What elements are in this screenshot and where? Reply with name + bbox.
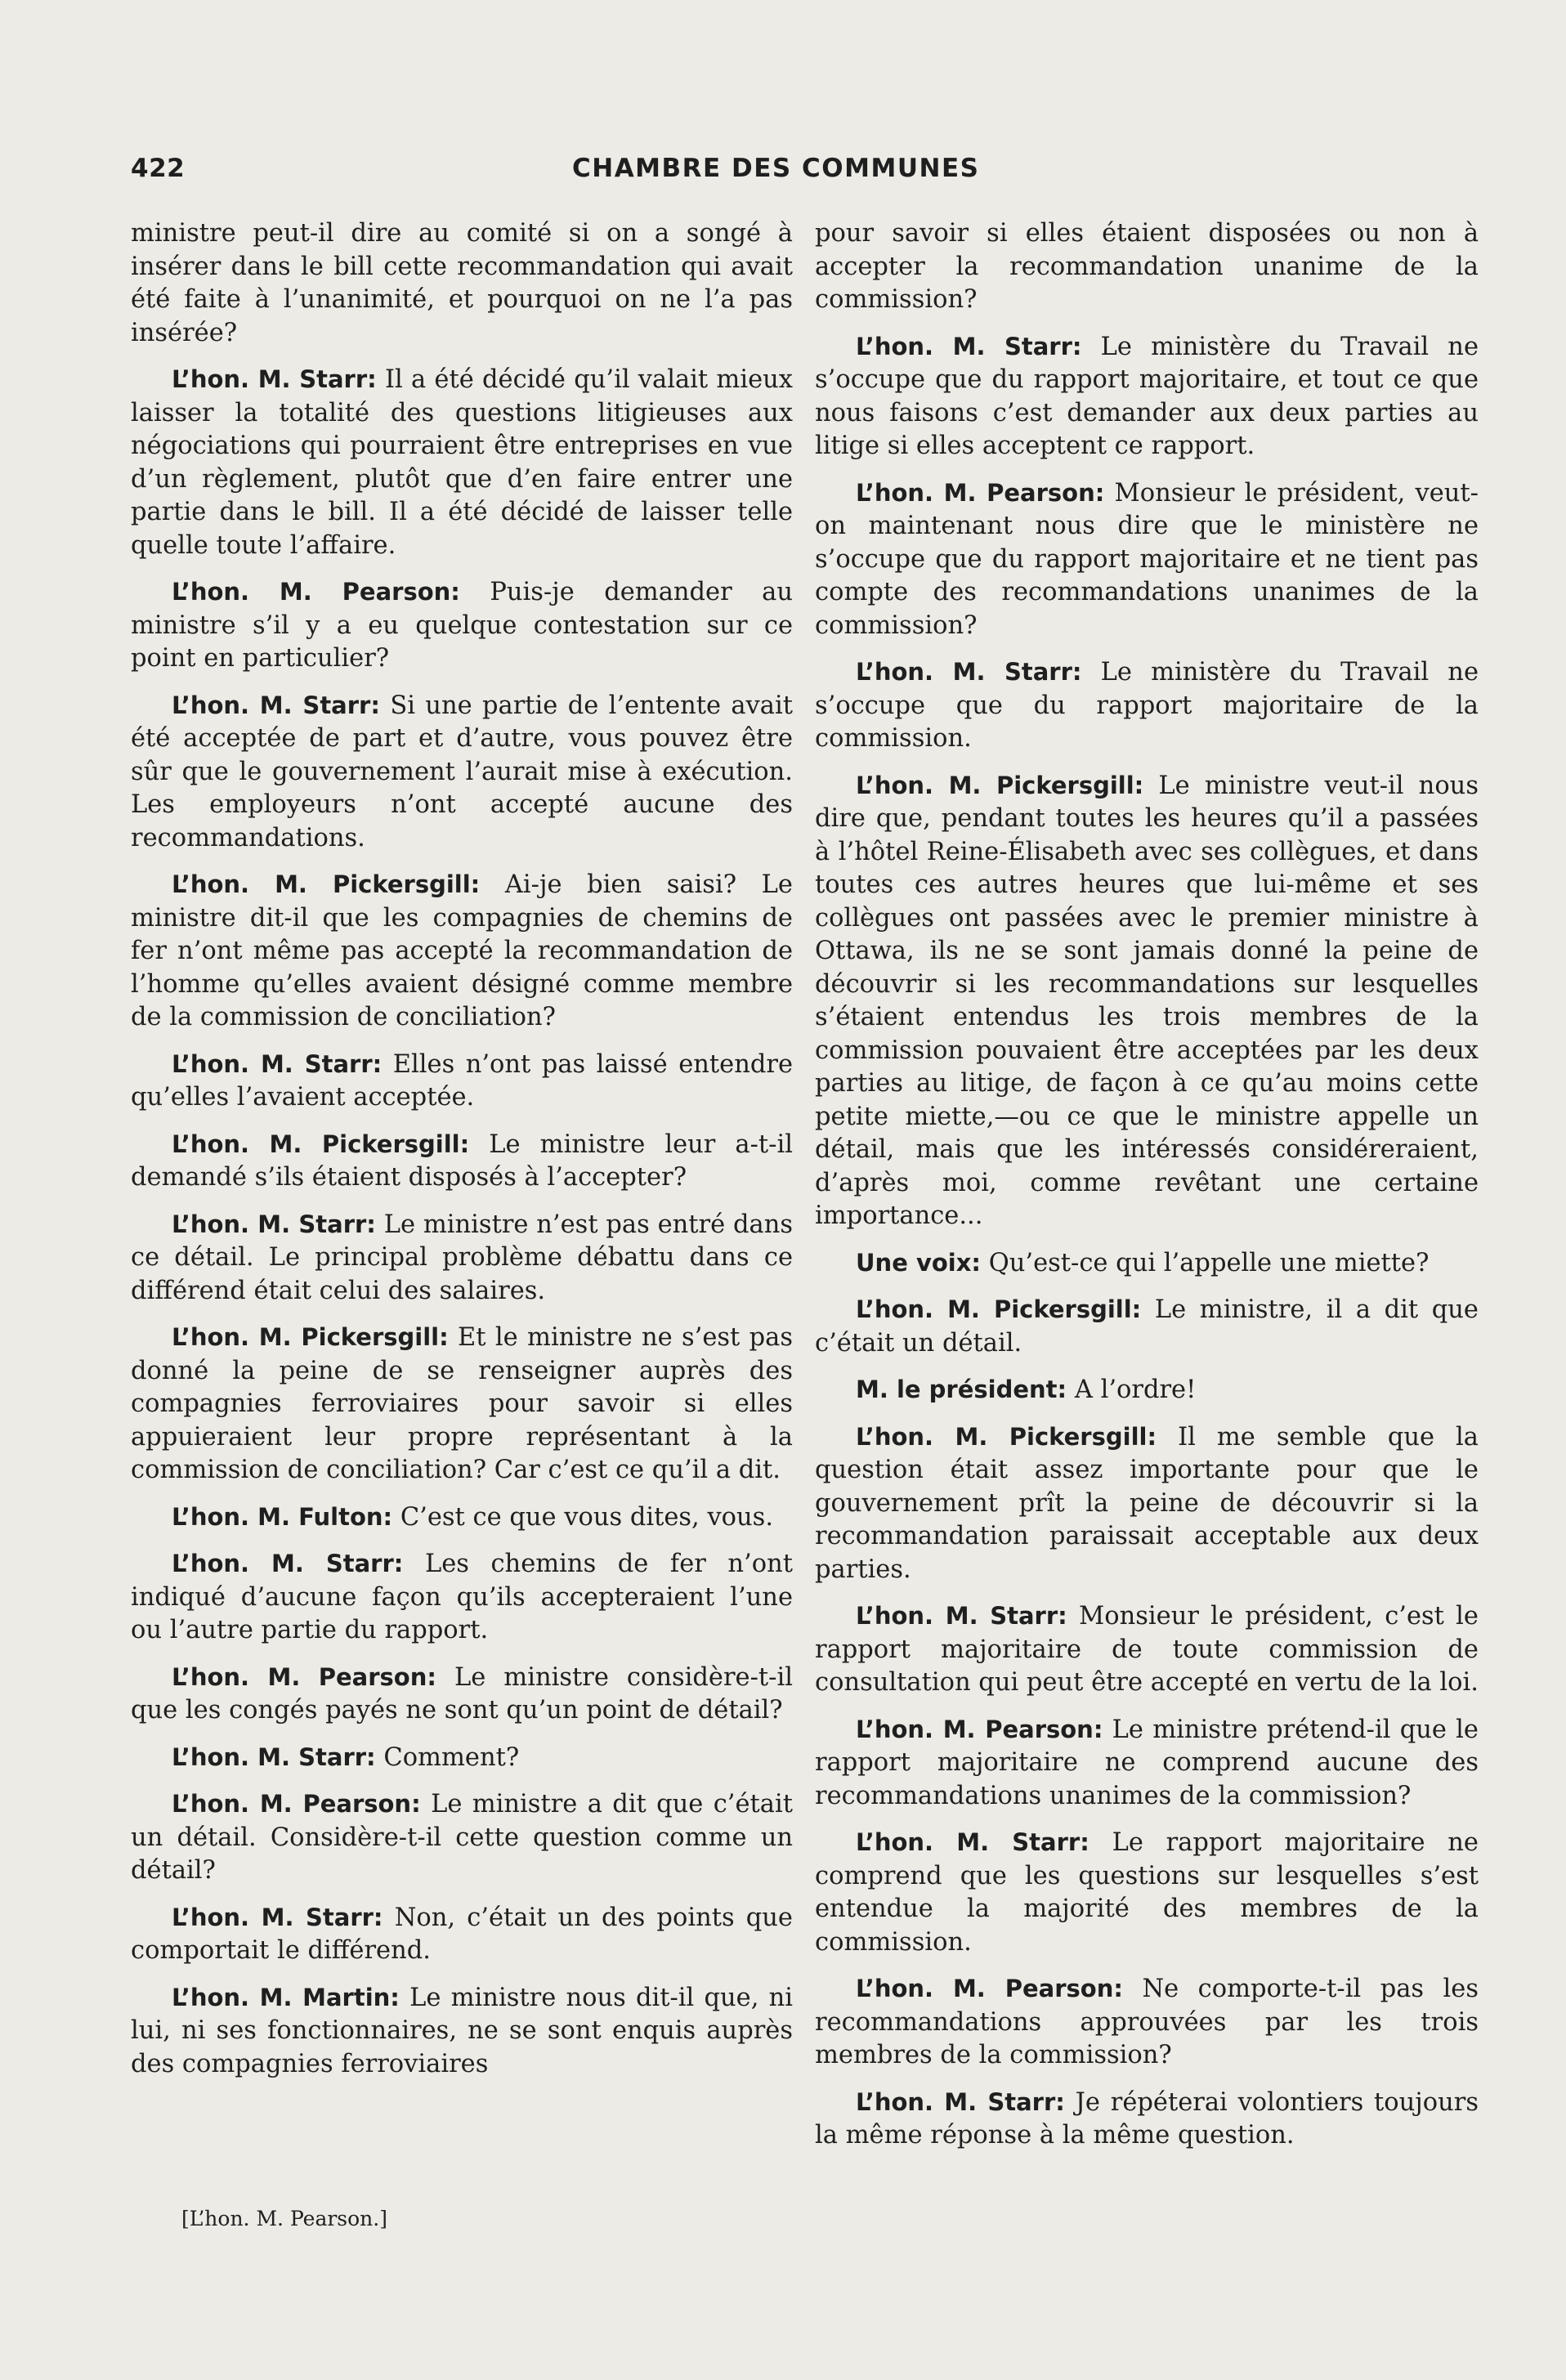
speaker-name: L’hon. M. Pickersgill:	[172, 1323, 449, 1351]
paragraph	[815, 1420, 1479, 1587]
paragraph	[131, 1208, 793, 1309]
speaker-name: M. le président:	[856, 1376, 1067, 1403]
paragraph-text: Comment?	[383, 1742, 520, 1772]
right-column	[815, 217, 1479, 2166]
speaker-name: L’hon. M. Pickersgill:	[856, 771, 1144, 799]
paragraph-text: Le ministre prétend-il que le rapport majoritaire ne comprend aucune des recommandations unanimes de la commission?	[815, 1715, 1479, 1810]
paragraph-text: Monsieur le président, c’est le rapport majoritaire de toute commission de consultation qui peut être accepté en vertu de la loi.	[815, 1602, 1479, 1697]
paragraph	[815, 476, 1479, 643]
paragraph	[131, 1981, 793, 2082]
paragraph-text: Le rapport majoritaire ne comprend que les questions sur lesquelles s’est entendue la majorité des membres de la commission.	[815, 1828, 1479, 1957]
paragraph-text: Et le ministre ne s’est pas donné la peine de se renseigner auprès des compagnies ferroviaires pour savoir si elles appuieraient leur propre représentant à la commission de conciliation? Car c’est ce qu’il a dit.	[131, 1323, 793, 1484]
paragraph-text: Le ministre veut-il nous dire que, pendant toutes les heures qu’il a passées à l’hôtel Reine-Élisabeth avec ses collègues, et dans toutes ces autres heures que lui-même et ses collègues ont passées avec le premier ministre à Ottawa, ils ne se sont jamais donné la peine de découvrir si les recommandations sur lesquelles s’étaient entendus les trois membres de la commission pouvaient être acceptées par les deux parties au litige, de façon à ce qu’au moins cette petite miette,—ou ce que le ministre appelle un détail, mais que les intéressés considéreraient, d’après moi, comme revêtant une certaine importance...	[815, 771, 1479, 1230]
speaker-name: L’hon. M. Pearson:	[856, 1975, 1123, 2002]
paragraph-text: Non, c’était un des points que comportait le différend.	[131, 1903, 793, 1965]
paragraph	[815, 330, 1479, 463]
speaker-name: L’hon. M. Starr:	[856, 658, 1082, 686]
paragraph-text: Je répéterai volontiers toujours la même réponse à la même question.	[815, 2087, 1479, 2150]
page-title: CHAMBRE DES COMMUNES	[572, 154, 980, 183]
footer-note: [L’hon. M. Pearson.]	[181, 2207, 387, 2230]
paragraph	[131, 575, 793, 676]
speaker-name: L’hon. M. Starr:	[172, 1550, 404, 1577]
paragraph	[815, 1599, 1479, 1700]
paragraph-text: Le ministre n’est pas entré dans ce détail. Le principal problème débattu dans ce différend était celui des salaires.	[131, 1210, 793, 1305]
paragraph-text: A l’ordre!	[1074, 1376, 1197, 1404]
speaker-name: L’hon. M. Starr:	[172, 1903, 383, 1931]
left-column	[131, 217, 793, 2094]
paragraph-text: Qu’est-ce qui l’appelle une miette?	[988, 1248, 1430, 1277]
paragraph-text: Si une partie de l’entente avait été acceptée de part et d’autre, vous pouvez être sûr que le gouvernement l’aurait mise à exécution. Les employeurs n’ont accepté aucune des recommandations.	[131, 691, 793, 852]
paragraph-text: Le ministre a dit que c’était un détail. Considère-t-il cette question comme un détail?	[131, 1790, 793, 1885]
paragraph	[815, 1826, 1479, 1959]
paragraph-text: Le ministre, il a dit que c’était un détail.	[815, 1295, 1479, 1358]
speaker-name: L’hon. M. Starr:	[172, 1210, 376, 1238]
speaker-name: L’hon. M. Starr:	[856, 1828, 1089, 1856]
paragraph-text: Le ministre leur a-t-il demandé s’ils étaient disposés à l’accepter?	[131, 1130, 793, 1192]
paragraph	[815, 217, 1479, 317]
paragraph-text: Puis-je demander au ministre s’il y a eu quelque contestation sur ce point en particulier?	[131, 578, 793, 673]
paragraph	[131, 363, 793, 562]
paragraph-text: Il a été décidé qu’il valait mieux laisser la totalité des questions litigieuses aux négociations qui pourraient être entreprises en vue d’un règlement, plutôt que d’en faire entrer une partie dans le bill. Il a été décidé de laisser telle quelle toute l’affaire.	[131, 365, 793, 560]
speaker-name: L’hon. M. Fulton:	[172, 1502, 393, 1531]
speaker-name: L’hon. M. Starr:	[172, 1742, 376, 1771]
paragraph	[131, 1321, 793, 1488]
paragraph	[815, 1972, 1479, 2073]
speaker-name: L’hon. M. Pickersgill:	[172, 1130, 470, 1158]
paragraph	[815, 769, 1479, 1233]
paragraph	[815, 1293, 1479, 1360]
speaker-name: L’hon. M. Martin:	[172, 1983, 400, 2011]
speaker-name: L’hon. M. Starr:	[856, 1602, 1067, 1630]
speaker-name: L’hon. M. Pearson:	[172, 578, 460, 606]
speaker-name: L’hon. M. Starr:	[172, 1049, 383, 1078]
speaker-name: L’hon. M. Starr:	[172, 365, 377, 393]
speaker-name: L’hon. M. Starr:	[172, 691, 380, 719]
paragraph	[131, 1128, 793, 1195]
paragraph-text: Elles n’ont pas laissé entendre qu’elles l’avaient acceptée.	[131, 1049, 793, 1112]
paragraph	[131, 1501, 793, 1535]
paragraph-text: ministre peut-il dire au comité si on a songé à insérer dans le bill cette recommandation qui avait été faite à l’unanimité, et pourquoi on ne l’a pas insérée?	[131, 219, 793, 347]
paragraph-text: Le ministère du Travail ne s’occupe que du rapport majoritaire, et tout ce que nous faisons c’est demander aux deux parties au litige si elles acceptent ce rapport.	[815, 332, 1479, 460]
speaker-name: Une voix:	[856, 1248, 982, 1277]
paragraph	[815, 655, 1479, 756]
paragraph	[131, 689, 793, 856]
paragraph	[815, 2086, 1479, 2153]
speaker-name: L’hon. M. Pearson:	[856, 478, 1105, 507]
speaker-name: L’hon. M. Pearson:	[856, 1715, 1103, 1743]
paragraph	[131, 1741, 793, 1775]
speaker-name: L’hon. M. Pearson:	[172, 1662, 436, 1691]
paragraph-text: C’est ce que vous dites, vous.	[400, 1502, 774, 1532]
paragraph	[131, 868, 793, 1035]
paragraph-text: pour savoir si elles étaient disposées ou non à accepter la recommandation unanime de la commission?	[815, 219, 1479, 314]
paragraph-text: Les chemins de fer n’ont indiqué d’aucune façon qu’ils accepteraient l’une ou l’autre partie du rapport.	[131, 1550, 793, 1644]
paragraph-text: Il me semble que la question était assez importante pour que le gouvernement prît la peine de découvrir si la recommandation paraissait acceptable aux deux parties.	[815, 1422, 1479, 1584]
page-number: 422	[131, 154, 186, 183]
paragraph-text: Ai-je bien saisi? Le ministre dit-il que les compagnies de chemins de fer n’ont même pas accepté la recommandation de l’homme qu’elles avaient désigné comme membre de la commission de conciliation?	[131, 870, 793, 1031]
paragraph-text: Le ministre considère-t-il que les congés payés ne sont qu’un point de détail?	[131, 1662, 793, 1725]
speaker-name: L’hon. M. Starr:	[856, 332, 1082, 360]
paragraph	[131, 1661, 793, 1728]
paragraph	[131, 217, 793, 350]
speaker-name: L’hon. M. Pickersgill:	[172, 870, 481, 898]
speaker-name: L’hon. M. Starr:	[856, 2087, 1065, 2116]
paragraph	[815, 1373, 1479, 1407]
paragraph	[815, 1246, 1479, 1281]
paragraph	[131, 1901, 793, 1968]
paragraph	[131, 1048, 793, 1115]
paragraph-text: Le ministère du Travail ne s’occupe que du rapport majoritaire de la commission.	[815, 658, 1479, 753]
paragraph	[131, 1787, 793, 1888]
paragraph-text: Ne comporte-t-il pas les recommandations approuvées par les trois membres de la commission?	[815, 1975, 1479, 2069]
paragraph	[815, 1713, 1479, 1814]
speaker-name: L’hon. M. Pearson:	[172, 1790, 421, 1818]
paragraph-text: Monsieur le président, veut-on maintenant nous dire que le ministère ne s’occupe que du rapport majoritaire et ne tient pas compte des recommandations unanimes de la commission?	[815, 478, 1479, 640]
speaker-name: L’hon. M. Pickersgill:	[856, 1295, 1142, 1323]
paragraph	[131, 1547, 793, 1648]
paragraph-text: Le ministre nous dit-il que, ni lui, ni ses fonctionnaires, ne se sont enquis auprès des compagnies ferroviaires	[131, 1983, 793, 2078]
speaker-name: L’hon. M. Pickersgill:	[856, 1422, 1157, 1451]
